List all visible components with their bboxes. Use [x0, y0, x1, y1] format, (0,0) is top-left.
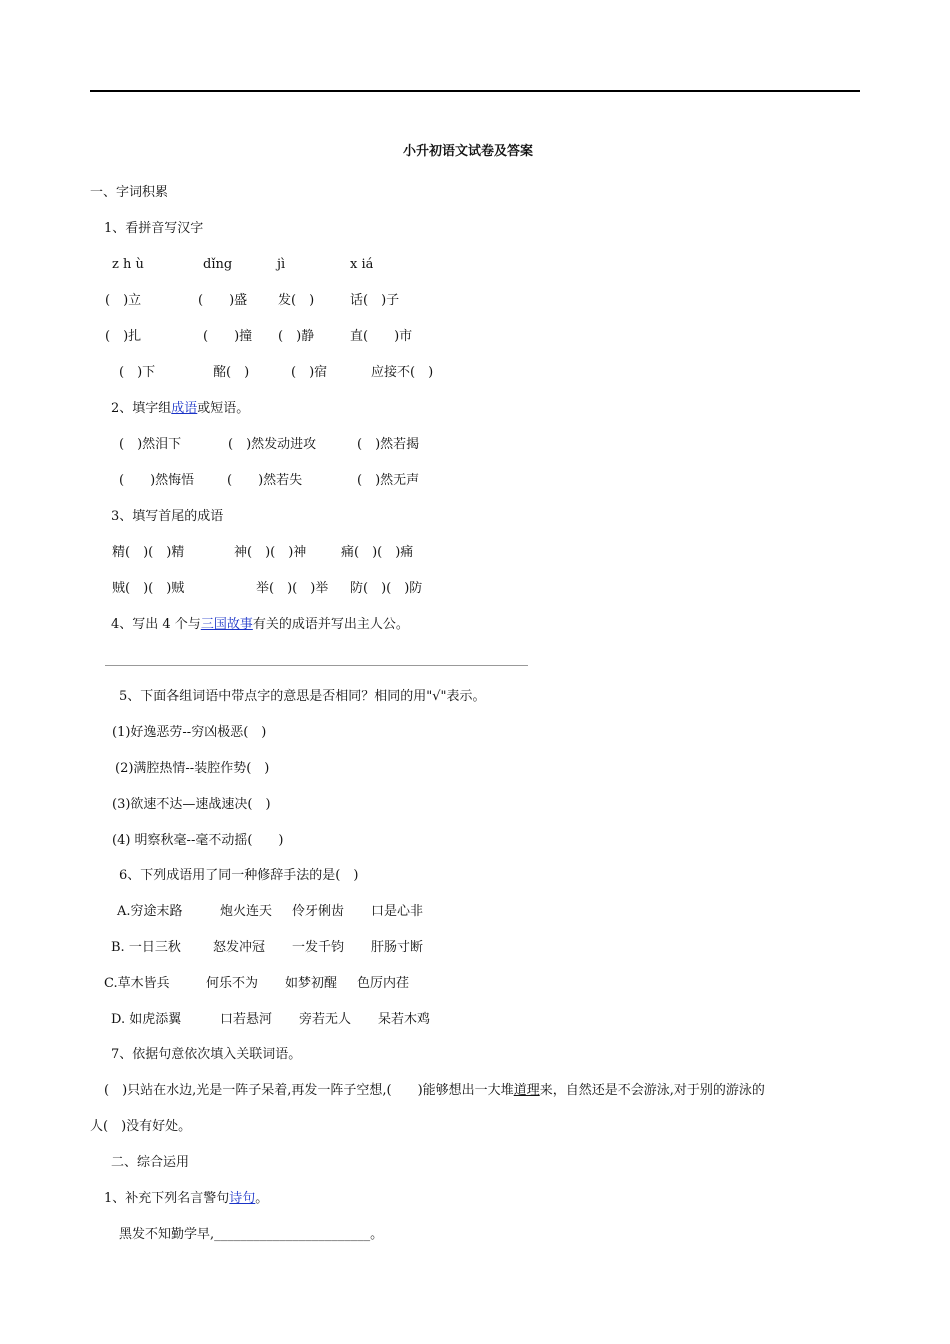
q2-blank: ( )然若失 [227, 473, 303, 488]
q6-option: 怒发冲冠 [213, 940, 266, 955]
q4-heading: 4、写出 4 个与三国故事有关的成语并写出主人公。 [111, 617, 409, 632]
q3-blank: 神( )( )神 [234, 545, 307, 560]
q1-blank: 酩( ) [213, 365, 250, 380]
q1-blank: ( )立 [105, 293, 142, 308]
q5-item: (4) 明察秋毫--毫不动摇( ) [112, 833, 284, 848]
q5-item: (2)满腔热情--装腔作势( ) [115, 761, 270, 776]
q6-option: 旁若无人 [299, 1012, 352, 1027]
three-kingdoms-link[interactable]: 三国故事 [200, 617, 253, 632]
poem-link[interactable]: 诗句 [229, 1191, 256, 1206]
q7-line-1: ( )只站在水边,光是一阵子呆着,再发一阵子空想,( )能够想出一大堆道理来，自然还是不会游泳,对于别的游泳的 [104, 1083, 765, 1098]
page-title: 小升初语文试卷及答案 [403, 144, 534, 159]
q2-blank: ( )然泪下 [119, 437, 182, 452]
q6-option: 口是心非 [371, 904, 424, 919]
q5-item: (1)好逸恶劳--穷凶极恶( ) [112, 725, 267, 740]
q6-option: 何乐不为 [206, 976, 259, 991]
section-heading-2: 二、综合运用 [111, 1155, 190, 1170]
q3-heading: 3、填写首尾的成语 [111, 509, 224, 524]
q6-option: 色厉内荏 [357, 976, 410, 991]
q5-item: (3)欲速不达—速战速决( ) [112, 797, 271, 812]
q5-heading: 5、下面各组词语中带点字的意思是否相同？相同的用"√"表示。 [119, 689, 486, 704]
q1-blank: ( )盛 [198, 293, 248, 308]
q1-heading: 1、看拼音写汉字 [104, 221, 204, 236]
q2-blank: ( )然无声 [357, 473, 420, 488]
q6-option: 口若悬河 [220, 1012, 273, 1027]
idiom-link[interactable]: 成语 [171, 401, 198, 416]
q6-option: 呆若木鸡 [378, 1012, 431, 1027]
q3-blank: 举( )( )举 [256, 581, 329, 596]
header-rule [90, 90, 860, 92]
answer-blank-line [105, 665, 528, 666]
q1-pinyin-4: x iá [350, 257, 374, 272]
q2-blank: ( )然发动进攻 [228, 437, 317, 452]
q6-option: C.草木皆兵 [104, 976, 170, 991]
q1-blank: ( )扎 [105, 329, 142, 344]
q1-blank: 发( ) [278, 293, 315, 308]
q3-blank: 精( )( )精 [112, 545, 185, 560]
q1-pinyin-3: jì [277, 257, 286, 272]
q6-option: 一发千钧 [292, 940, 345, 955]
q3-blank: 痛( )( )痛 [341, 545, 414, 560]
q1-pinyin-2: dǐng [203, 257, 233, 272]
section-heading-1: 一、字词积累 [90, 185, 169, 200]
q2-blank: ( )然悔悟 [119, 473, 195, 488]
s2-q1-line: 黑发不知勤学早,________________________。 [119, 1227, 384, 1242]
q7-heading: 7、依据句意依次填入关联词语。 [111, 1047, 302, 1062]
q2-heading: 2、填字组成语或短语。 [111, 401, 250, 416]
s2-q1-heading: 1、补充下列名言警句诗句。 [104, 1191, 269, 1206]
q6-heading: 6、下列成语用了同一种修辞手法的是( ) [119, 868, 359, 883]
q1-blank: 直( )市 [350, 329, 413, 344]
q6-option: A.穷途末路 [117, 904, 183, 919]
q1-blank: ( )撞 [203, 329, 253, 344]
q6-option: 如梦初醒 [285, 976, 338, 991]
q1-blank: 应接不( ) [371, 365, 434, 380]
q1-blank: ( )静 [278, 329, 315, 344]
q6-option: B. 一日三秋 [111, 940, 181, 955]
q1-pinyin-1: z h ù [112, 257, 144, 272]
q6-option: 炮火连天 [220, 904, 273, 919]
q6-option: D. 如虎添翼 [111, 1012, 182, 1027]
q1-blank: ( )宿 [291, 365, 328, 380]
q2-blank: ( )然若揭 [357, 437, 420, 452]
q7-line-2: 人( )没有好处。 [90, 1119, 192, 1134]
q6-option: 肝肠寸断 [371, 940, 424, 955]
q1-blank: 话( )子 [350, 293, 400, 308]
q1-blank: ( )下 [119, 365, 156, 380]
q3-blank: 防( )( )防 [350, 581, 423, 596]
q3-blank: 贼( )( )贼 [112, 581, 185, 596]
q6-option: 伶牙俐齿 [292, 904, 345, 919]
